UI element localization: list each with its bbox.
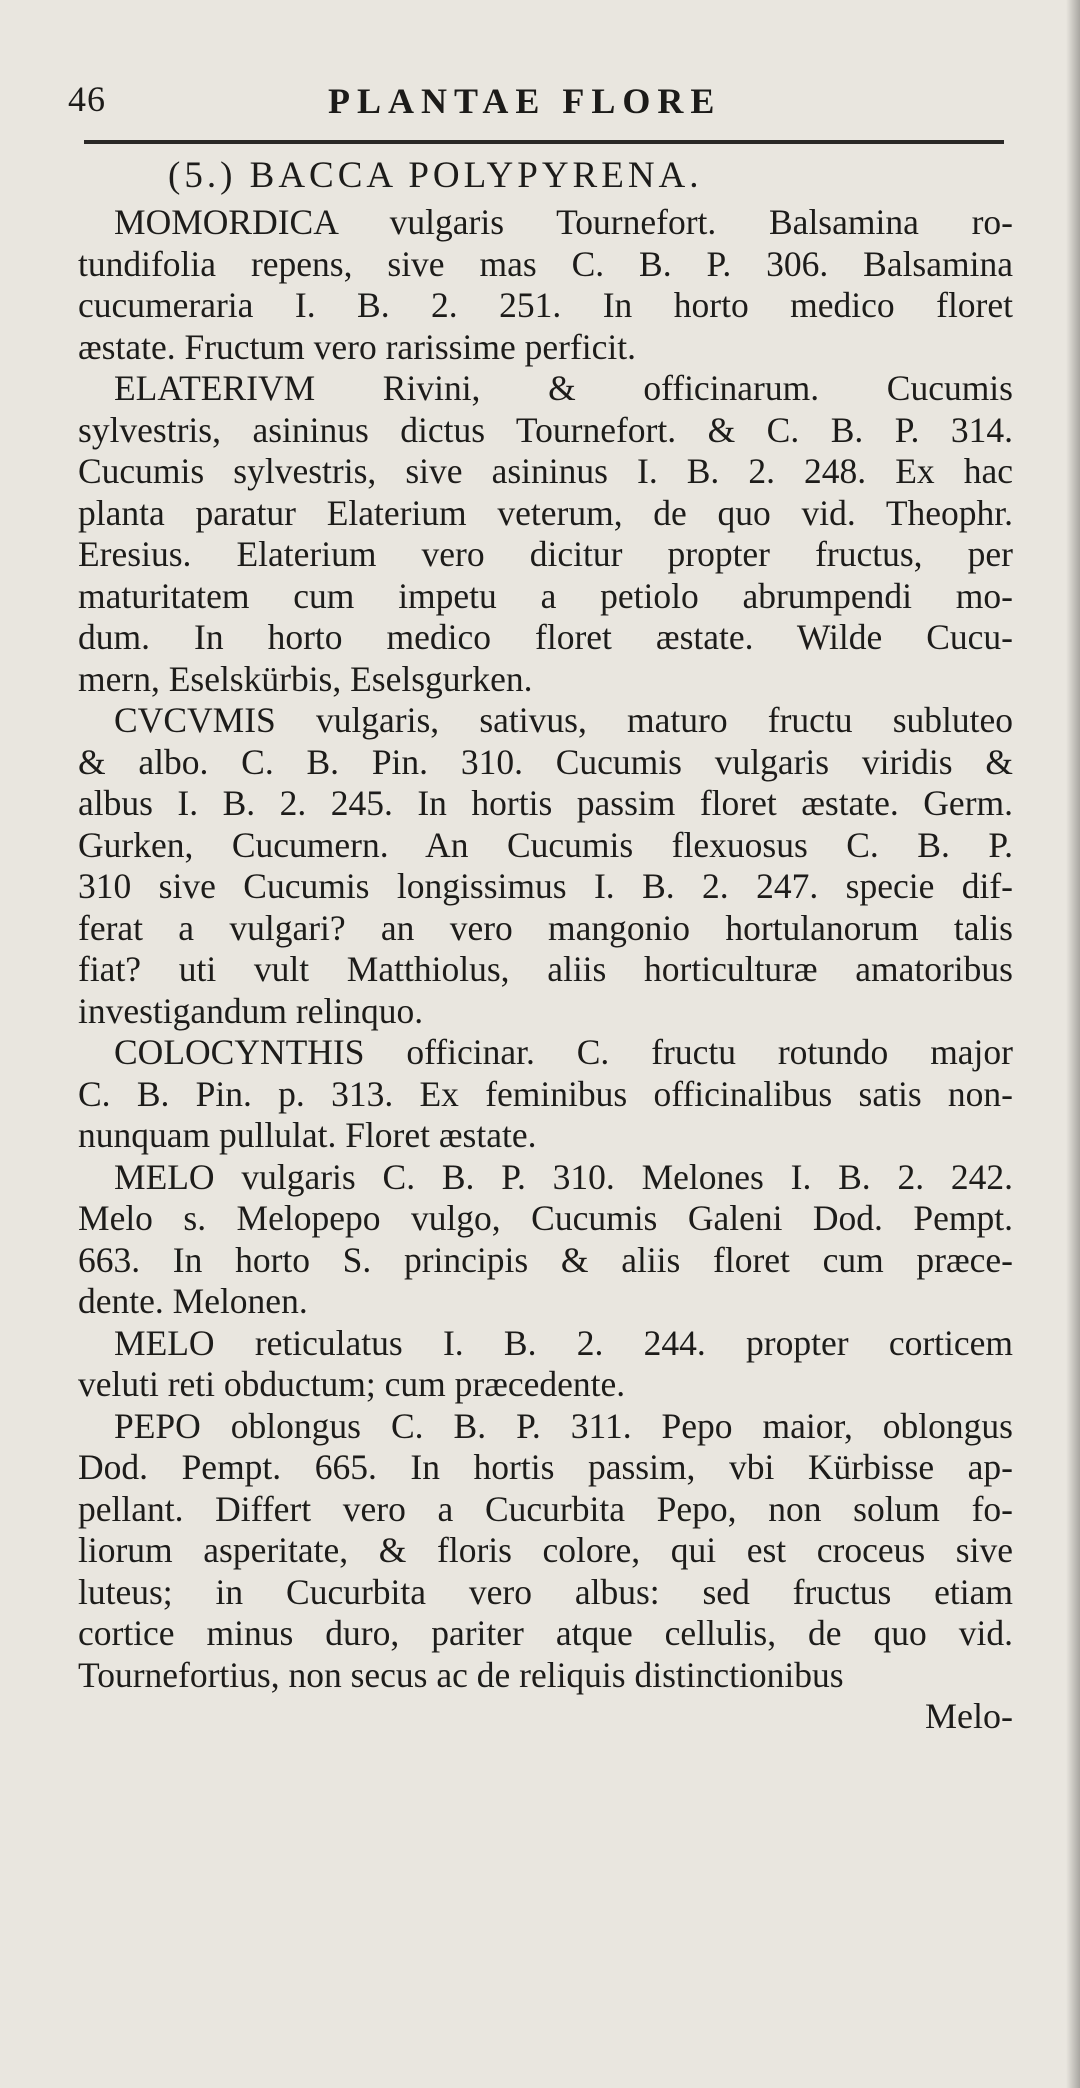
text-line: Dod. Pempt. 665. In hortis passim, vbi Kürbisse ap- <box>78 1447 1013 1487</box>
section-title: (5.) BACCA POLYPYRENA. <box>168 155 703 196</box>
text-line: fiat? uti vult Matthiolus, aliis horticulturæ amatoribus <box>78 949 1013 989</box>
text-line: dente. Melonen. <box>78 1281 308 1321</box>
paragraph-melo-reticulatus <box>78 1323 1013 1406</box>
text-line: cortice minus duro, pariter atque cellulis, de quo vid. <box>78 1613 1013 1653</box>
text-line: cucumeraria I. B. 2. 251. In horto medico floret <box>78 285 1013 325</box>
text-line: dum. In horto medico floret æstate. Wilde Cucu- <box>78 617 1013 657</box>
paragraph-melo-vulgaris <box>78 1157 1013 1323</box>
text-line: Tournefortius, non secus ac de reliquis distinctionibus <box>78 1654 844 1695</box>
text-line: pellant. Differt vero a Cucurbita Pepo, non solum fo- <box>78 1488 1013 1529</box>
text-line: Melo s. Melopepo vulgo, Cucumis Galeni Dod. Pempt. <box>78 1198 1013 1238</box>
paragraph-colocynthis <box>78 1032 1013 1157</box>
text-line: Gurken, Cucumern. An Cucumis flexuosus C. B. P. <box>78 824 1013 865</box>
text-line: maturitatem cum impetu a petiolo abrumpendi mo- <box>78 575 1013 616</box>
text-line: 663. In horto S. principis & aliis floret cum præce- <box>78 1239 1013 1280</box>
page-body <box>78 150 1013 1738</box>
text-line: æstate. Fructum vero rarissime perficit. <box>78 326 636 367</box>
text-line: 310 sive Cucumis longissimus I. B. 2. 247. specie dif- <box>78 866 1013 906</box>
text-line: albus I. B. 2. 245. In hortis passim floret æstate. Germ. <box>78 783 1013 823</box>
page-number: 46 <box>68 79 106 119</box>
text-line: luteus; in Cucurbita vero albus: sed fructus etiam <box>78 1571 1013 1612</box>
text-line: planta paratur Elaterium veterum, de quo vid. Theophr. <box>78 492 1013 533</box>
page-header <box>68 74 1028 136</box>
text-line: ferat a vulgari? an vero mangonio hortulanorum talis <box>78 907 1013 948</box>
paragraph-pepo <box>78 1406 1013 1697</box>
text-line: & albo. C. B. Pin. 310. Cucumis vulgaris viridis & <box>78 741 1013 782</box>
running-head: PLANTAE FLORE <box>328 81 722 121</box>
text-line: CVCVMIS vulgaris, sativus, maturo fructu subluteo <box>114 700 1013 740</box>
header-rule <box>84 140 1004 144</box>
text-line: veluti reti obductum; cum præcedente. <box>78 1364 626 1404</box>
text-line: C. B. Pin. p. 313. Ex feminibus officinalibus satis non- <box>78 1073 1013 1114</box>
text-line: Cucumis sylvestris, sive asininus I. B. 2. 248. Ex hac <box>78 451 1013 491</box>
paragraph-elaterium <box>78 368 1013 700</box>
paragraph-cucumis <box>78 700 1013 1032</box>
page-edge-shadow <box>1066 0 1080 2088</box>
text-line: investigandum relinquo. <box>78 990 424 1031</box>
text-line: nunquam pullulat. Floret æstate. <box>78 1115 537 1155</box>
text-line: mern, Eselskürbis, Eselsgurken. <box>78 658 533 699</box>
paragraph-momordica <box>78 202 1013 368</box>
text-line: tundifolia repens, sive mas C. B. P. 306. Balsamina <box>78 243 1013 284</box>
text-line: PEPO oblongus C. B. P. 311. Pepo maior, oblongus <box>114 1405 1013 1446</box>
text-line: MELO reticulatus I. B. 2. 244. propter corticem <box>114 1322 1013 1363</box>
text-line: MELO vulgaris C. B. P. 310. Melones I. B. 2. 242. <box>114 1156 1013 1197</box>
text-line: sylvestris, asininus dictus Tournefort. & C. B. P. 314. <box>78 409 1013 450</box>
text-line: Eresius. Elaterium vero dicitur propter fructus, per <box>78 534 1013 574</box>
text-line: COLOCYNTHIS officinar. C. fructu rotundo major <box>114 1032 1013 1072</box>
catchword: Melo- <box>925 1696 1013 1736</box>
text-line: liorum asperitate, & floris colore, qui est croceus sive <box>78 1530 1013 1570</box>
text-line: ELATERIVM Rivini, & officinarum. Cucumis <box>114 368 1013 408</box>
text-line: MOMORDICA vulgaris Tournefort. Balsamina ro- <box>114 202 1013 242</box>
